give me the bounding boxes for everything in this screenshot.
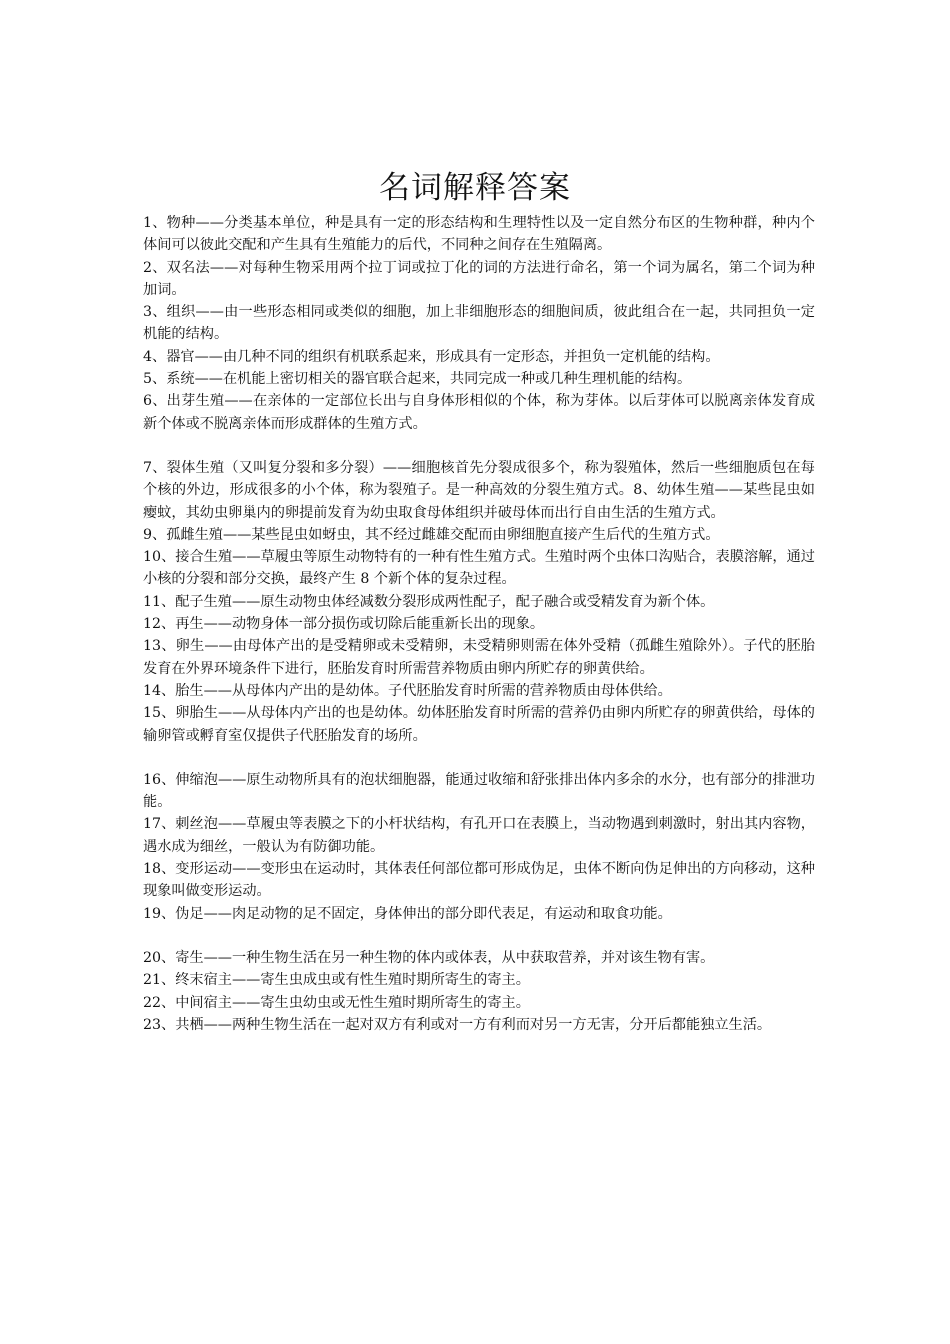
definition-paragraph: 4、器官——由几种不同的组织有机联系起来，形成具有一定形态，并担负一定机能的结构。 <box>143 348 720 365</box>
paragraph-spacer <box>143 747 815 769</box>
definition-paragraph: 10、接合生殖——草履虫等原生动物特有的一种有性生殖方式。生殖时两个虫体口沟贴合，表膜溶解，通过小核的分裂和部分交换，最终产生 8 个新个体的复杂过程。 <box>143 549 815 588</box>
definition-paragraph: 22、中间宿主——寄生虫幼虫或无性生殖时期所寄生的寄主。 <box>143 994 530 1011</box>
definition-paragraph: 20、寄生——一种生物生活在另一种生物的体内或体表，从中获取营养，并对该生物有害。 <box>143 949 715 966</box>
definition-paragraph: 3、组织——由一些形态相同或类似的细胞，加上非细胞形态的细胞间质，彼此组合在一起，共同担负一定机能的结构。 <box>143 304 815 343</box>
definition-paragraph: 1、物种——分类基本单位，种是具有一定的形态结构和生理特性以及一定自然分布区的生物种群，种内个体间可以彼此交配和产生具有生殖能力的后代，不同种之间存在生殖隔离。 <box>143 215 815 254</box>
paragraph-spacer <box>143 435 815 457</box>
definition-paragraph: 19、伪足——肉足动物的足不固定，身体伸出的部分即代表足，有运动和取食功能。 <box>143 905 672 922</box>
definition-paragraph: 17、刺丝泡——草履虫等表膜之下的小杆状结构，有孔开口在表膜上，当动物遇到刺激时，射出其内容物，遇水成为细丝，一般认为有防御功能。 <box>143 816 815 855</box>
definition-paragraph: 12、再生——动物身体一部分损伤或切除后能重新长出的现象。 <box>143 616 545 633</box>
definition-paragraph: 6、出芽生殖——在亲体的一定部位长出与自身体形相似的个体，称为芽体。以后芽体可以脱离亲体发育成新个体或不脱离亲体而形成群体的生殖方式。 <box>143 393 815 432</box>
definition-paragraph: 5、系统——在机能上密切相关的器官联合起来，共同完成一种或几种生理机能的结构。 <box>143 371 692 388</box>
document-body <box>143 212 815 1036</box>
definition-paragraph: 23、共栖——两种生物生活在一起对双方有利或对一方有利而对另一方无害，分开后都能独立生活。 <box>143 1016 772 1033</box>
definition-paragraph: 9、孤雌生殖——某些昆虫如蚜虫，其不经过雌雄交配而由卵细胞直接产生后代的生殖方式。 <box>143 526 720 543</box>
definition-paragraph: 14、胎生——从母体内产出的是幼体。子代胚胎发育时所需的营养物质由母体供给。 <box>143 682 672 699</box>
definition-paragraph: 21、终末宿主——寄生虫成虫或有性生殖时期所寄生的寄主。 <box>143 972 530 989</box>
paragraph-spacer <box>143 925 815 947</box>
definition-paragraph: 15、卵胎生——从母体内产出的也是幼体。幼体胚胎发育时所需的营养仍由卵内所贮存的卵黄供给，母体的输卵管或孵育室仅提供子代胚胎发育的场所。 <box>143 705 815 744</box>
definition-paragraph: 11、配子生殖——原生动物虫体经减数分裂形成两性配子，配子融合或受精发育为新个体。 <box>143 593 715 610</box>
definition-paragraph: 18、变形运动——变形虫在运动时，其体表任何部位都可形成伪足，虫体不断向伪足伸出的方向移动，这种现象叫做变形运动。 <box>143 861 815 900</box>
definition-paragraph: 16、伸缩泡——原生动物所具有的泡状细胞器，能通过收缩和舒张排出体内多余的水分，也有部分的排泄功能。 <box>143 771 815 811</box>
page-title: 名词解释答案 <box>379 170 571 206</box>
definition-paragraph: 13、卵生——由母体产出的是受精卵或未受精卵，未受精卵则需在体外受精（孤雌生殖除外）。子代的胚胎发育在外界环境条件下进行，胚胎发育时所需营养物质由卵内所贮存的卵黄供给。 <box>143 638 815 677</box>
definition-paragraph: 2、双名法——对每种生物采用两个拉丁词或拉丁化的词的方法进行命名，第一个词为属名，第二个词为种加词。 <box>143 259 815 298</box>
definition-paragraph: 7、裂体生殖（又叫复分裂和多分裂）——细胞核首先分裂成很多个，称为裂殖体，然后一些细胞质包在每个核的外边，形成很多的小个体，称为裂殖子。是一种高效的分裂生殖方式。8、幼体生殖——某些昆虫如瘿蚊，其幼虫卵巢内的卵提前发育为幼虫取食母体组织并破母体而出行自由生活的生殖方式。 <box>143 459 815 521</box>
